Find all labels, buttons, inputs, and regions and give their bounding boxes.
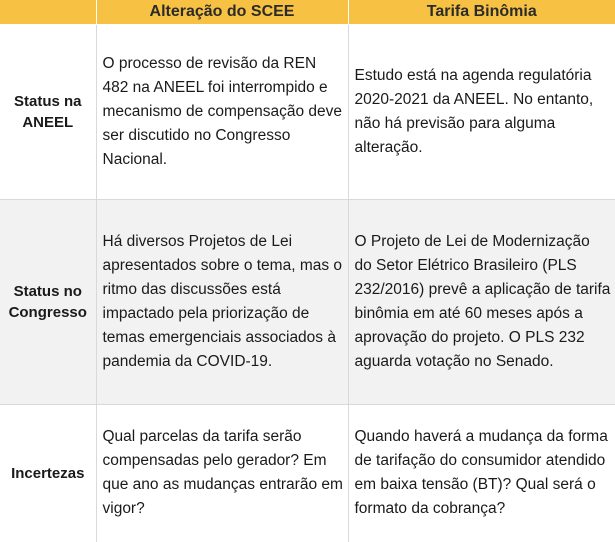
header-row (0, 0, 615, 25)
table-body (0, 25, 615, 542)
cell-scee-status-congresso: Há diversos Projetos de Lei apresentados sobre o tema, mas o ritmo das discussões está impactado pela priorização de temas emergenciais associados à pandemia da COVID-19. (96, 200, 348, 405)
table-row-incertezas (0, 405, 615, 542)
header-col-scee: Alteração do SCEE (96, 0, 348, 25)
cell-tarifa-status-congresso: O Projeto de Lei de Modernização do Setor Elétrico Brasileiro (PLS 232/2016) prevê a aplicação de tarifa binômia em até 60 meses após a aprovação do projeto. O PLS 232 aguarda votação no Senado. (348, 200, 615, 405)
cell-scee-status-aneel: O processo de revisão da REN 482 na ANEEL foi interrompido e mecanismo de compensação deve ser discutido no Congresso Nacional. (96, 25, 348, 200)
table-row-status-congresso (0, 200, 615, 405)
cell-tarifa-incertezas: Quando haverá a mudança da forma de tarifação do consumidor atendido em baixa tensão (BT)? Qual será o formato da cobrança? (348, 405, 615, 542)
header-col-tarifa: Tarifa Binômia (348, 0, 615, 25)
table-row-status-aneel (0, 25, 615, 200)
row-label-status-congresso: Status no Congresso (0, 200, 96, 405)
cell-scee-incertezas: Qual parcelas da tarifa serão compensadas pelo gerador? Em que ano as mudanças entrarão em vigor? (96, 405, 348, 542)
row-label-status-aneel: Status na ANEEL (0, 25, 96, 200)
cell-tarifa-status-aneel: Estudo está na agenda regulatória 2020-2021 da ANEEL. No entanto, não há previsão para alguma alteração. (348, 25, 615, 200)
table-header (0, 0, 615, 25)
row-label-incertezas: Incertezas (0, 405, 96, 542)
header-corner (0, 0, 96, 25)
